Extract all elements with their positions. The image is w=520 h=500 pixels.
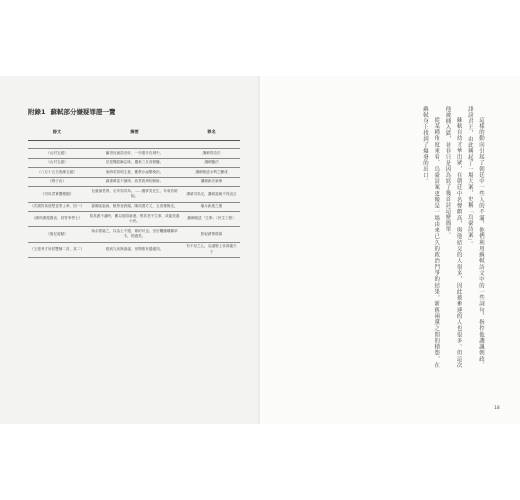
body-paragraph: 這樣的動向引起了朝廷中一些人的不滿，他們利用蘇軾詩文中的一些詞句，指控他譏諷朝政、誹謗君王，由此興起了一場大案，史稱「烏臺詩案」。 bbox=[466, 106, 484, 368]
table-cell-charge: 諷刺新法新律 bbox=[183, 177, 240, 187]
table-cell-charge: 譏刺朝廷水利之難成 bbox=[183, 168, 240, 178]
table-cell-summary bbox=[86, 141, 183, 149]
appendix-title-text: 蘇軾部分嫌疑罪證一覽 bbox=[50, 108, 116, 116]
table-row bbox=[28, 242, 240, 257]
table-cell-charge: 痛斥新進之輩 bbox=[183, 202, 240, 212]
page-number: 18 bbox=[494, 406, 500, 411]
table-row bbox=[28, 202, 240, 212]
header-poem: 詩文 bbox=[28, 124, 86, 141]
left-page bbox=[0, 76, 259, 424]
table-row bbox=[28, 227, 240, 242]
table-cell-charge: 譏刺鹽法 bbox=[183, 158, 240, 168]
table-cell-poem: 《後杞菊賦》 bbox=[28, 227, 86, 242]
book-spread bbox=[0, 76, 520, 424]
table-row bbox=[28, 158, 240, 168]
table-cell-charge: 影射薪俸微薄 bbox=[183, 227, 240, 242]
table-cell-poem: 《山村五絕》 bbox=[28, 149, 86, 159]
table-body bbox=[28, 141, 240, 258]
table-row bbox=[28, 177, 240, 187]
table-cell-poem: 《王復秀才所居雙檜二首，其二》 bbox=[28, 242, 86, 257]
table-row bbox=[28, 141, 240, 149]
table-cell-poem: 《湖州謝復置表，同寄李學士》 bbox=[28, 212, 86, 227]
table-cell-poem: 《司馬君實獨樂園》 bbox=[28, 187, 86, 202]
table-cell-summary: 始余嘗疑之，以為士不遇，窮約可也。至於饑餓嚼齧草木，則過矣。 bbox=[86, 227, 183, 242]
body-paragraph: 蘇軾自幼才華出眾，在朝廷中名聲頗高，與他結交的人很多，因此被牽連的人也很多。但這次他被捕入獄，並非只是因為寫了幾首詩這麼簡單。 bbox=[444, 106, 462, 368]
table-cell-poem: 《山村五絕》 bbox=[28, 158, 86, 168]
charges-table bbox=[28, 124, 240, 258]
table-cell-charge: 諷刺朝廷「生事」（民生工程） bbox=[183, 212, 240, 227]
table-cell-summary: 兒童誦君實，走卒知司馬。……撫掌笑先生，年來效喑啞。 bbox=[86, 187, 183, 202]
table-row bbox=[28, 212, 240, 227]
appendix-title bbox=[28, 107, 116, 116]
table-cell-summary: 東海若知明主意，應教斥鹵變桑田。 bbox=[86, 168, 183, 178]
table-row bbox=[28, 168, 240, 178]
header-summary: 摘要 bbox=[86, 124, 183, 141]
right-page bbox=[260, 76, 520, 424]
table-cell-summary: 讀書萬卷不讀律，致君堯舜知無術。 bbox=[86, 177, 183, 187]
table-row bbox=[28, 149, 240, 159]
table-cell-charge: 譏刺青苗法 bbox=[183, 149, 240, 159]
header-charge: 罪名 bbox=[183, 124, 240, 141]
table-cell-charge: 有不臣之心，妄議聖上非真龍天子 bbox=[183, 242, 240, 257]
table-cell-poem bbox=[28, 141, 86, 149]
vertical-body-text bbox=[419, 106, 486, 368]
table-cell-poem: 《戲子由》 bbox=[28, 177, 86, 187]
table-cell-poem: 《次韻答黃庭堅並寄上章，因一》 bbox=[28, 202, 86, 212]
table-cell-summary: 根到九泉無曲處，世間惟有蟄龍知。 bbox=[86, 242, 183, 257]
table-cell-charge: 讚頌司馬光，諷刺當朝不得直言 bbox=[183, 187, 240, 202]
table-row bbox=[28, 187, 240, 202]
table-cell-poem: 《八月十五日看潮五絕》 bbox=[28, 168, 86, 178]
table-cell-summary: 知其愚不適時，難以追陪新進；察其老不生事，或能牧養小民。 bbox=[86, 212, 183, 227]
table-cell-summary: 嘉穀臥風雨，稂莠登我場。陳前漫方丈，玉食慘無光。 bbox=[86, 202, 183, 212]
table-cell-summary: 贏得兒童語音好，一年強半在城中。 bbox=[86, 149, 183, 159]
table-cell-summary: 豈是聞韶解忘味，邇來三月食無鹽。 bbox=[86, 158, 183, 168]
table-cell-charge bbox=[183, 141, 240, 149]
table-header-row bbox=[28, 124, 240, 141]
appendix-label: 附錄1 bbox=[28, 108, 46, 116]
body-paragraph: 從某種角度來看，烏臺詩案更像是一場由來已久的政治鬥爭的結果。新舊兩黨之間的積怨，在蘇軾身上找到了爆發的出口。 bbox=[421, 106, 440, 368]
